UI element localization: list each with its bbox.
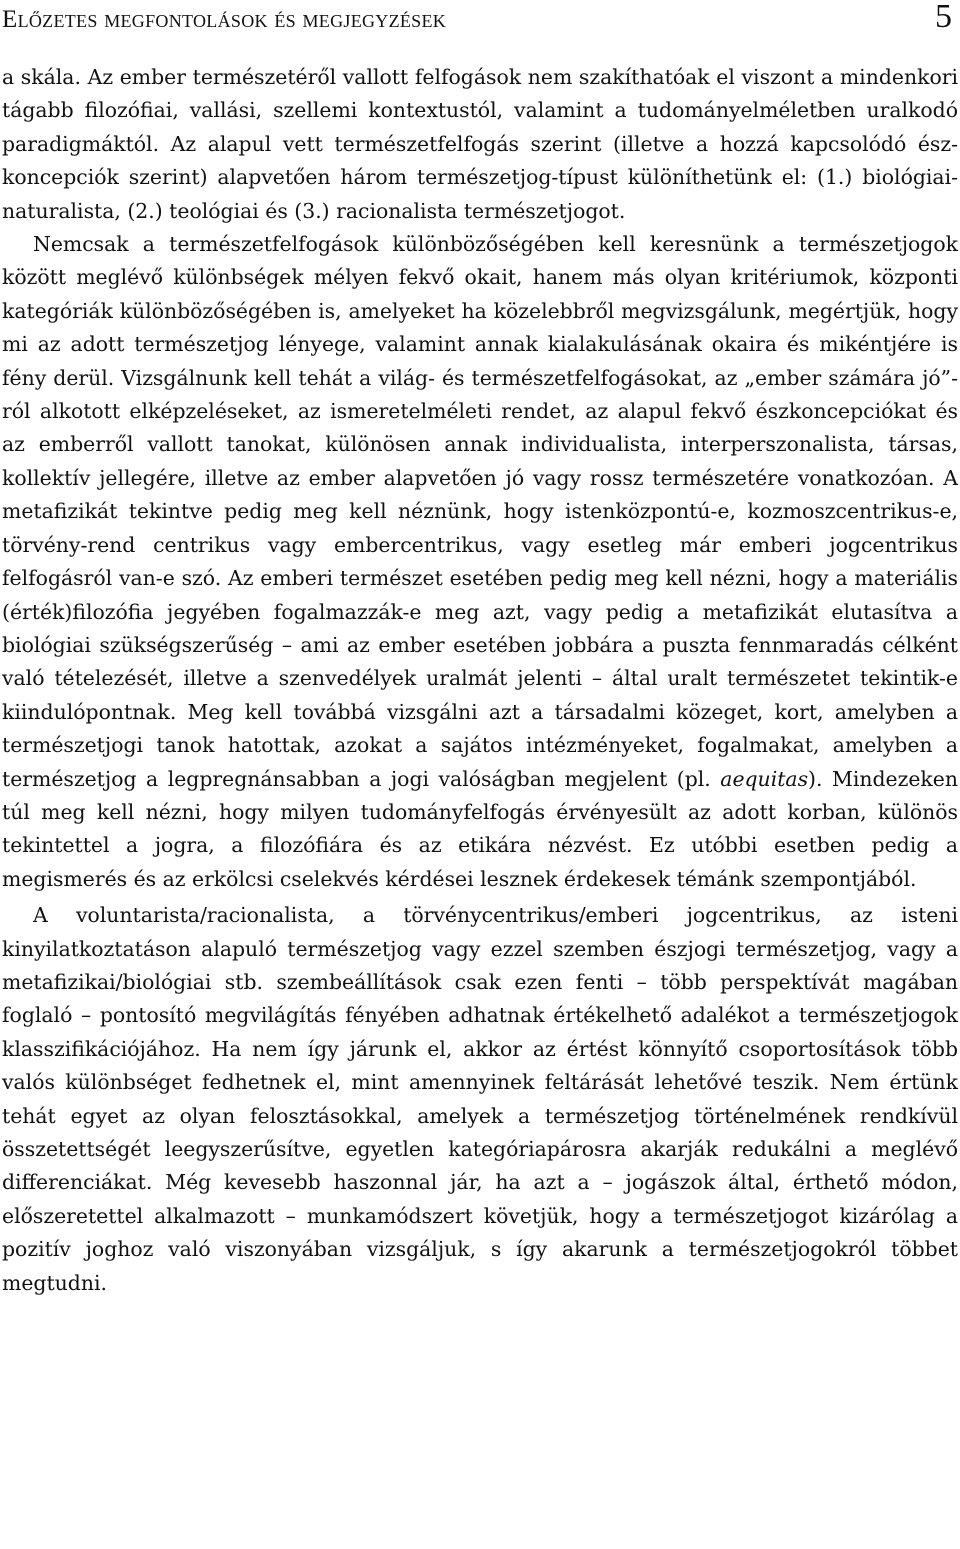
paragraph-continuation: a skála. Az ember természetéről vallott felfogások nem szakíthatóak el viszont a mindenkori tágabb filozófiai, vallási, szellemi kontextustól, valamint a tudományelméletben uralkodó paradigmáktól. Az alapul vett természetfelfogás szerint (illetve a hozzá kapcsolódó ész-koncepciók szerint) alapvetően három természetjog-típust különíthetünk el: (1.) biológiai-naturalista, (2.) teológiai és (3.) racionalista természetjogot. xyxy=(2,65,958,223)
paragraph-classification: A voluntarista/racionalista, a törvénycentrikus/emberi jogcentrikus, az isteni kinyilatkoztatáson alapuló természetjog vagy ezzel szemben észjogi természetjog, vagy a metafizikai/biológiai stb. szembeállítások csak ezen fenti – több perspektívát magában foglaló – pontosító megvilágítás fényében adhatnak értékelhető adalékot a természetjogok klasszifikációjához. Ha nem így járunk el, akkor az értést könnyítő csoportosítások több valós különbséget fedhetnek el, mint amennyinek feltárását lehetővé teszik. Nem értünk tehát egyet az olyan felosztásokkal, amelyek a természetjog történelmének rendkívül összetettségét leegyszerűsítve, egyetlen kategóriapárosra akarják redukálni a meglévő differenciákat. Még kevesebb haszonnal jár, ha azt a – jogászok által, érthető módon, előszeretettel alkalmazott – munkamódszert követjük, hogy a természetjogot kizárólag a pozitív joghoz való viszonyában vizsgáljuk, s így akarunk a természetjogokról többet megtudni. xyxy=(2,903,958,1295)
running-header xyxy=(2,2,958,46)
paragraph-criteria-text: Nemcsak a természetfelfogások különbözőségében kell keresnünk a természetjogok között meglévő különbségek mélyen fekvő okait, hanem más olyan kritériumok, központi kategóriák különbözőségében is, amelyeket ha közelebbről megvizsgálunk, megértjük, hogy mi az adott természetjog lényege, valamint annak kialakulásának okaira és mikéntjére is fény derül. Vizsgálnunk kell tehát a világ- és természetfelfogásokat, az „ember számára jó”-ról alkotott elképzeléseket, az ismeretelméleti rendet, az alapul fekvő észkoncepciókat és az emberről vallott tanokat, különösen annak individualista, interperszonalista, társas, kollektív jellegére, illetve az ember alapvetően jó vagy rossz természetére vonatkozóan. A metafizikát tekintve pedig meg kell néznünk, hogy istenközpontú-e, kozmoszcentrikus-e, törvény-rend centrikus vagy embercentrikus, vagy esetleg már emberi jogcentrikus felfogásról van-e szó. Az emberi természet esetében pedig meg kell nézni, hogy a materiális (érték)filozófia jegyében fogalmazzák-e meg azt, vagy pedig a metafizikát elutasítva a biológiai szükségszerűség – ami az ember esetében jobbára a puszta fennmaradás célként való tételezését, illetve a szenvedélyek uralmát jelenti – által uralt természetet tekintik-e kiindulópontnak. Meg kell továbbá vizsgálni azt a társadalmi közeget, kort, amelyben a természetjogi tanok hatottak, azokat a sajátos intézményeket, fogalmakat, amelyben a természetjog a legpregnánsabban a jogi valóságban megjelent (pl. xyxy=(2,232,958,791)
paragraph-criteria xyxy=(2,228,958,896)
paragraph-criteria-tail: ). Mindezeken túl meg kell nézni, hogy milyen tudományfelfogás érvényesült az adott korban, különös tekintettel a jogra, a filozófiára és az etikára nézvést. Ez utóbbi esetben pedig a megismerés és az erkölcsi cselekvés kérdései lesznek érdekesek témánk szempontjából. xyxy=(2,766,958,891)
running-title: Előzetes megfontolások és megjegyzések xyxy=(2,6,447,33)
italic-term: aequitas xyxy=(720,766,809,791)
page-number: 5 xyxy=(935,0,952,35)
body-text xyxy=(2,61,958,1300)
